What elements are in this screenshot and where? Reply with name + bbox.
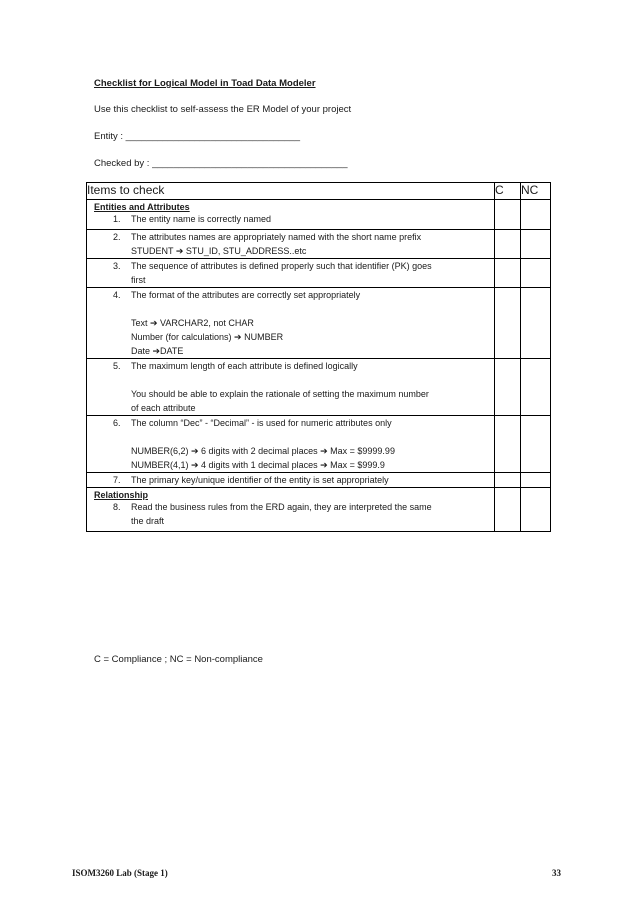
non-compliance-cell[interactable]	[521, 488, 551, 532]
compliance-cell[interactable]	[495, 416, 521, 473]
checklist-item-4	[87, 288, 495, 359]
checklist-item-2	[87, 230, 495, 259]
checklist-item-3	[87, 259, 495, 288]
section-label: Entities and Attributes	[94, 202, 190, 212]
non-compliance-cell[interactable]	[521, 359, 551, 416]
checklist-table	[86, 182, 551, 532]
checked-by-field: Checked by : _____________________________________	[94, 158, 348, 169]
item-text: The format of the attributes are correctly set appropriately	[131, 290, 361, 300]
table-row	[87, 230, 551, 259]
intro-text: Use this checklist to self-assess the ER Model of your project	[94, 104, 352, 115]
item-text: The sequence of attributes is defined properly such that identifier (PK) goes	[131, 261, 432, 271]
table-row	[87, 359, 551, 416]
compliance-cell[interactable]	[495, 259, 521, 288]
compliance-cell[interactable]	[495, 488, 521, 532]
item-text: The column “Dec” - “Decimal” - is used for numeric attributes only	[131, 418, 392, 428]
checklist-item-6	[87, 416, 495, 473]
item-detail: of each attribute	[131, 403, 196, 413]
table-header-row	[87, 183, 551, 200]
item-detail: NUMBER(6,2) ➔ 6 digits with 2 decimal places ➔ Max = $9999.99	[131, 446, 395, 456]
table-row	[87, 288, 551, 359]
table-row	[87, 259, 551, 288]
item-text: The attributes names are appropriately named with the short name prefix	[131, 232, 422, 242]
entity-field: Entity : _________________________________	[94, 131, 301, 142]
compliance-cell[interactable]	[495, 288, 521, 359]
non-compliance-cell[interactable]	[521, 259, 551, 288]
table-row	[87, 416, 551, 473]
item-text: The maximum length of each attribute is defined logically	[131, 361, 358, 371]
item-text: STUDENT ➔ STU_ID, STU_ADDRESS..etc	[131, 246, 307, 256]
item-number: 6.	[113, 418, 121, 428]
table-row	[87, 200, 551, 230]
section-label: Relationship	[94, 490, 149, 500]
item-text: the draft	[131, 516, 165, 526]
checklist-item-1	[87, 212, 494, 226]
checklist-item-5	[87, 359, 495, 416]
section-relationship	[87, 488, 495, 532]
item-text: The primary key/unique identifier of the entity is set appropriately	[131, 475, 389, 485]
item-detail: NUMBER(4,1) ➔ 4 digits with 1 decimal places ➔ Max = $999.9	[131, 460, 385, 470]
item-detail: You should be able to explain the rationale of setting the maximum number	[131, 389, 429, 399]
item-number: 8.	[113, 502, 121, 512]
non-compliance-cell[interactable]	[521, 473, 551, 488]
non-compliance-cell[interactable]	[521, 200, 551, 230]
non-compliance-cell[interactable]	[521, 416, 551, 473]
section-entities-attributes	[87, 200, 495, 230]
table-row	[87, 488, 551, 532]
compliance-cell[interactable]	[495, 200, 521, 230]
table-row	[87, 473, 551, 488]
checklist-title: Checklist for Logical Model in Toad Data Modeler	[94, 78, 316, 89]
compliance-cell[interactable]	[495, 473, 521, 488]
item-number: 7.	[113, 475, 121, 485]
item-number: 2.	[113, 232, 121, 242]
checklist-item-7	[87, 473, 495, 488]
item-text: first	[131, 275, 146, 285]
non-compliance-cell[interactable]	[521, 288, 551, 359]
item-detail: Date ➔DATE	[131, 346, 184, 356]
compliance-cell[interactable]	[495, 359, 521, 416]
item-number: 5.	[113, 361, 121, 371]
header-non-compliance: NC	[521, 183, 551, 200]
item-detail: Number (for calculations) ➔ NUMBER	[131, 332, 284, 342]
item-detail: Text ➔ VARCHAR2, not CHAR	[131, 318, 254, 328]
item-text: Read the business rules from the ERD again, they are interpreted the same	[131, 502, 432, 512]
checklist-item-8	[87, 500, 494, 528]
legend-text: C = Compliance ; NC = Non-compliance	[94, 654, 263, 665]
footer-course: ISOM3260 Lab (Stage 1)	[72, 868, 168, 878]
page-number: 33	[552, 868, 561, 878]
item-number: 4.	[113, 290, 121, 300]
header-compliance: C	[495, 183, 521, 200]
header-items: Items to check	[87, 183, 495, 200]
item-number: 1.	[113, 214, 121, 224]
non-compliance-cell[interactable]	[521, 230, 551, 259]
compliance-cell[interactable]	[495, 230, 521, 259]
item-number: 3.	[113, 261, 121, 271]
item-text: The entity name is correctly named	[131, 214, 272, 224]
